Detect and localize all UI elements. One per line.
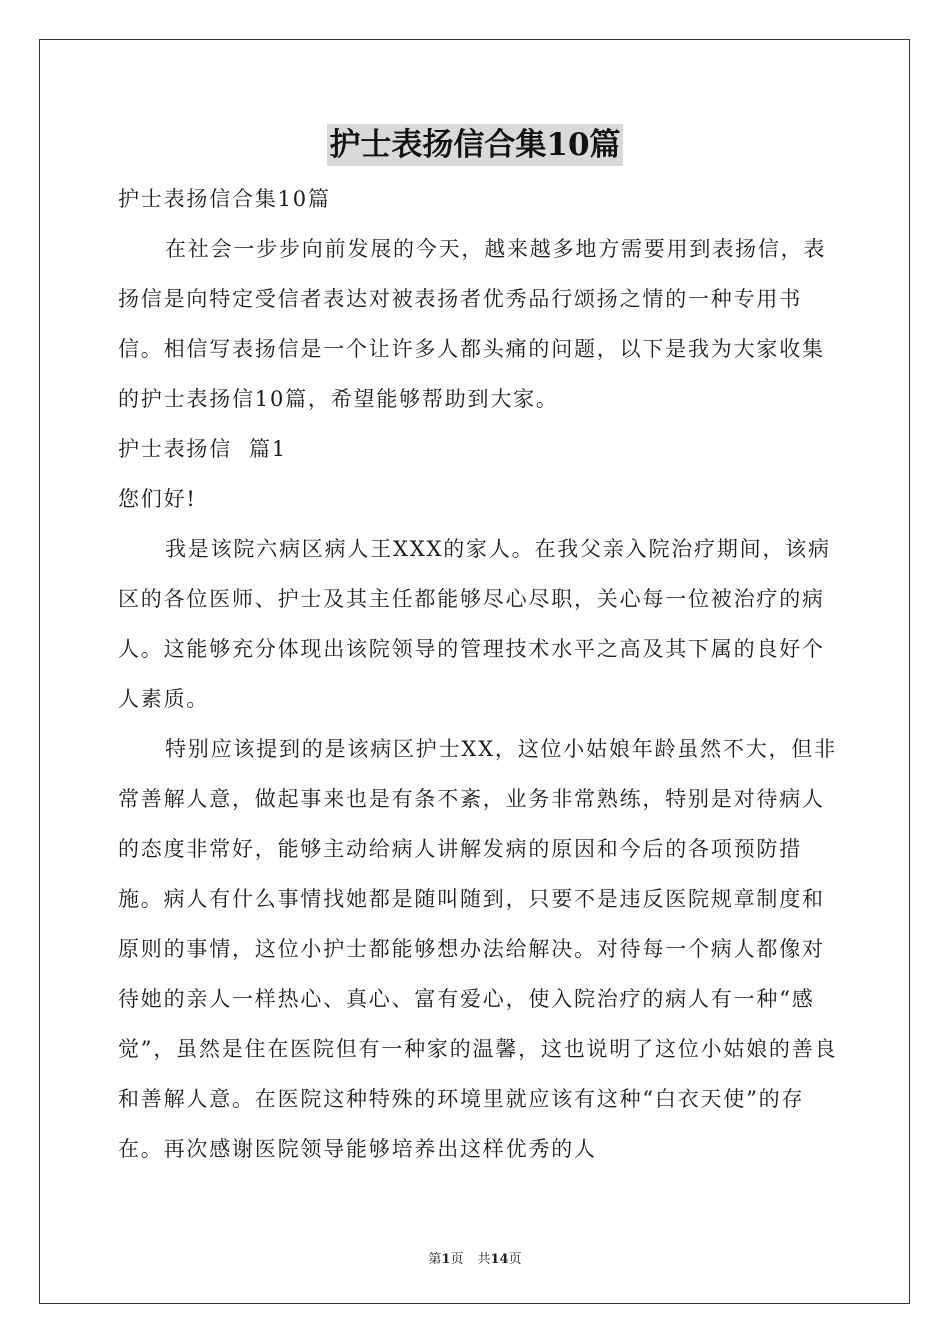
total-label-suffix: 页 — [508, 1252, 522, 1267]
body-paragraph: 我是该院六病区病人王XXX的家人。在我父亲入院治疗期间，该病区的各位医师、护士及其主任都能够尽心尽职，关心每一位被治疗的病人。这能够充分体现出该院领导的管理技术水平之高及其下属的良好个人素质。 — [118, 537, 831, 711]
page-footer — [0, 1248, 950, 1267]
document-subtitle: 护士表扬信合集10篇 — [118, 187, 331, 211]
section-heading: 护士表扬信 篇1 — [118, 437, 287, 461]
total-label-prefix: 共 — [477, 1252, 491, 1267]
page-number-total: 14 — [490, 1252, 509, 1267]
document-body — [118, 174, 838, 1174]
title-container — [0, 124, 950, 166]
body-paragraph: 特别应该提到的是该病区护士XX，这位小姑娘年龄虽然不大，但非常善解人意，做起事来也是有条不紊，业务非常熟练，特别是对待病人的态度非常好，能够主动给病人讲解发病的原因和今后的各项预防措施。病人有什么事情找她都是随叫随到，只要不是违反医院规章制度和原则的事情，这位小护士都能够想办法给解决。对待每一个病人都像对待她的亲人一样热心、真心、富有爱心，使入院治疗的病人有一种“感觉”，虽然是住在医院但有一种家的温馨，这也说明了这位小姑娘的善良和善解人意。在医院这种特殊的环境里就应该有这种“白衣天使”的存在。再次感谢医院领导能够培养出这样优秀的人 — [118, 737, 838, 1161]
salutation: 您们好! — [118, 487, 197, 511]
page-number-current: 1 — [441, 1252, 451, 1267]
document-title: 护士表扬信合集10篇 — [327, 124, 622, 166]
page-label-suffix: 页 — [450, 1252, 464, 1267]
intro-paragraph: 在社会一步步向前发展的今天，越来越多地方需要用到表扬信，表扬信是向特定受信者表达对被表扬者优秀品行颂扬之情的一种专用书信。相信写表扬信是一个让许多人都头痛的问题，以下是我为大家收集的护士表扬信10篇，希望能够帮助到大家。 — [118, 237, 827, 411]
page-label-prefix: 第 — [428, 1252, 442, 1267]
